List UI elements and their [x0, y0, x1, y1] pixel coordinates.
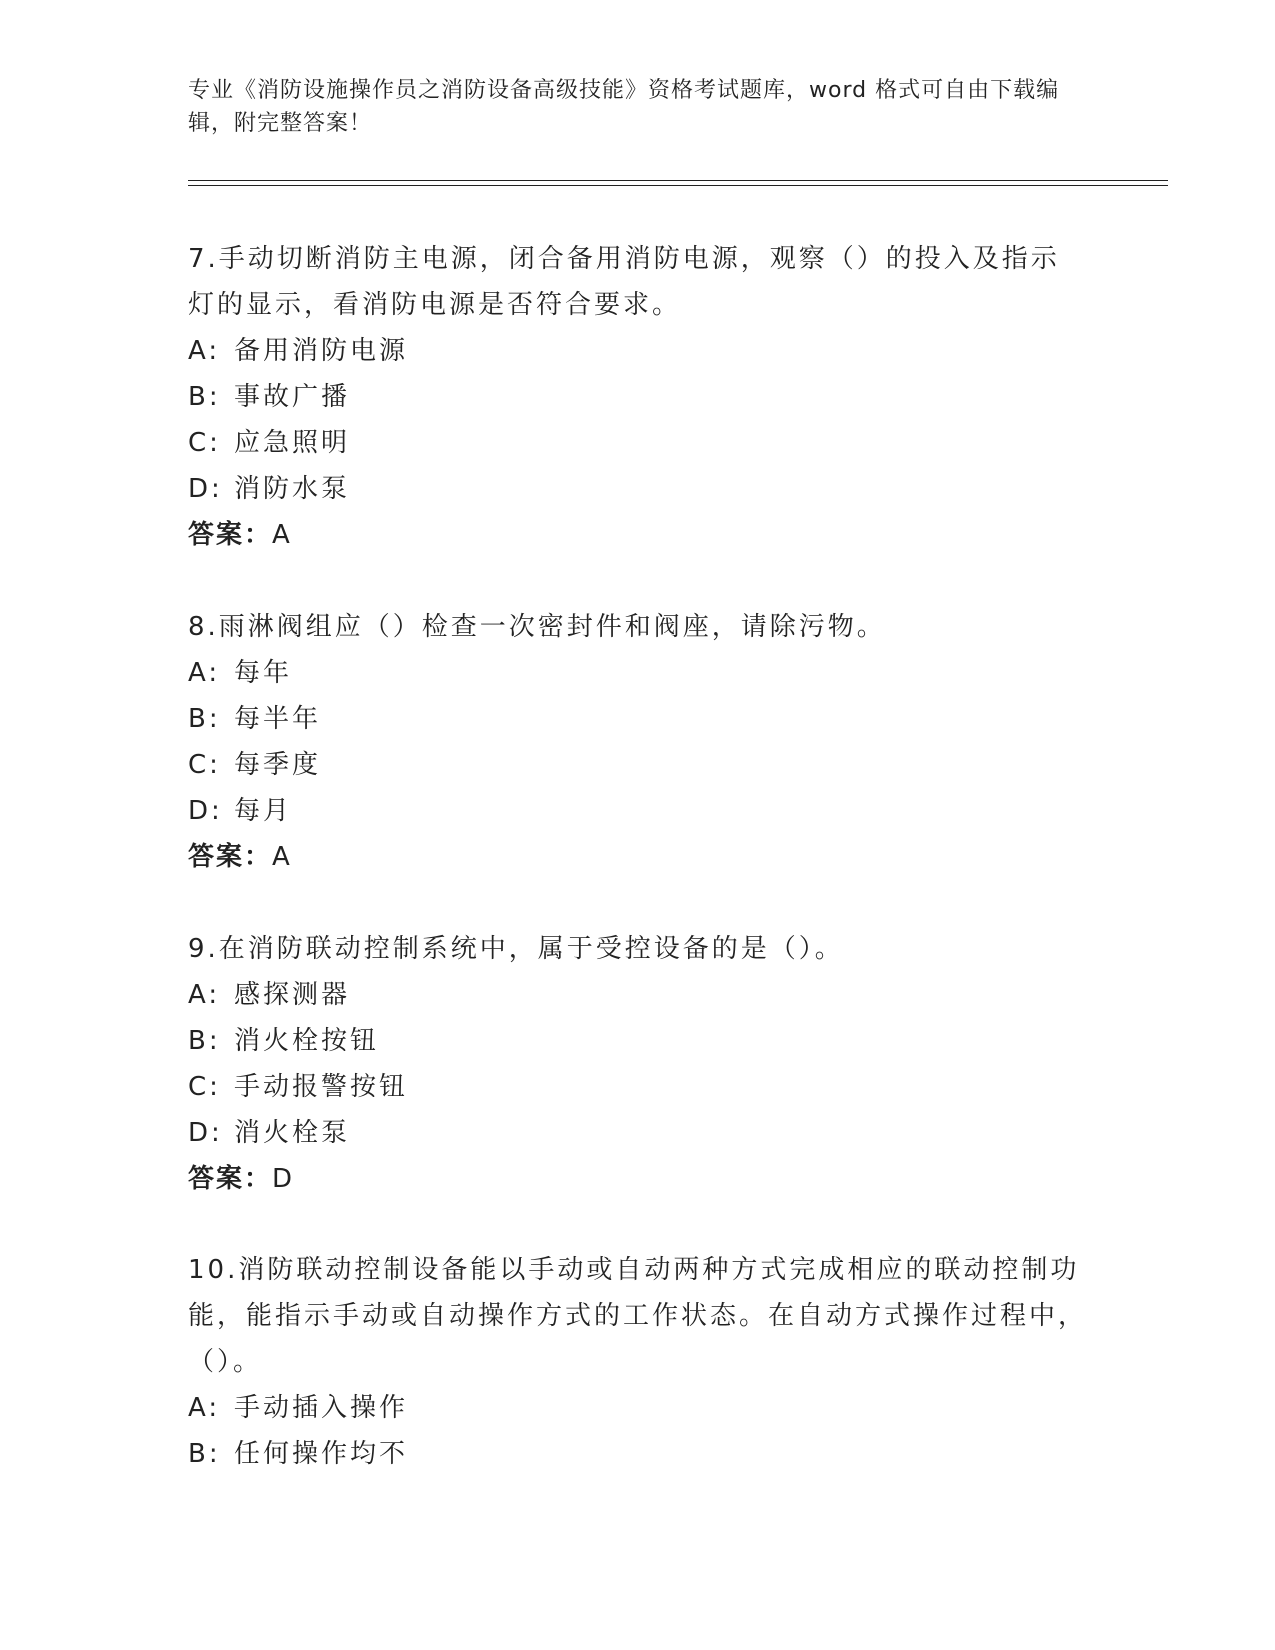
- answer-label: 答案：: [188, 1164, 273, 1194]
- answer-label: 答案：: [188, 520, 273, 550]
- option-text: 每年: [234, 658, 293, 688]
- question-stem: 8.雨淋阀组应（）检查一次密封件和阀座，请除污物。: [188, 612, 886, 642]
- question-stem: 10.消防联动控制设备能以手动或自动两种方式完成相应的联动控制功能，能指示手动或自动操作方式的工作状态。在自动方式操作过程中，（）。: [188, 1255, 1088, 1377]
- question-10: [188, 1247, 1088, 1477]
- option-key: B:: [188, 1026, 221, 1056]
- option-text: 每月: [234, 796, 293, 826]
- option-c: [188, 420, 1088, 466]
- answer-value: D: [272, 1164, 295, 1194]
- option-a: [188, 328, 1088, 374]
- answer-line: [188, 834, 1088, 880]
- document-header: 专业《消防设施操作员之消防设备高级技能》资格考试题库，word 格式可自由下载编辑，附完整答案！: [188, 78, 1060, 136]
- option-key: B:: [188, 1439, 221, 1469]
- answer-value: A: [272, 842, 292, 872]
- question-stem: 7.手动切断消防主电源，闭合备用消防电源，观察（）的投入及指示灯的显示，看消防电源是否符合要求。: [188, 244, 1060, 320]
- option-b: [188, 1431, 1088, 1477]
- option-key: A:: [188, 1393, 221, 1423]
- option-b: [188, 696, 1088, 742]
- question-7: [188, 236, 1088, 558]
- option-text: 事故广播: [234, 382, 351, 412]
- question-8: [188, 604, 1088, 880]
- question-9: [188, 926, 1088, 1202]
- option-text: 应急照明: [234, 428, 351, 458]
- option-key: C:: [188, 750, 221, 780]
- answer-line: [188, 1156, 1088, 1202]
- option-key: A:: [188, 336, 221, 366]
- option-d: [188, 1110, 1088, 1156]
- option-a: [188, 650, 1088, 696]
- option-c: [188, 1064, 1088, 1110]
- option-a: [188, 972, 1088, 1018]
- option-a: [188, 1385, 1088, 1431]
- header-divider-bottom: [188, 185, 1168, 186]
- option-text: 手动报警按钮: [234, 1072, 409, 1102]
- question-stem: 9.在消防联动控制系统中，属于受控设备的是（）。: [188, 934, 844, 964]
- option-text: 每季度: [234, 750, 322, 780]
- option-key: A:: [188, 658, 221, 688]
- option-key: B:: [188, 382, 221, 412]
- option-key: A:: [188, 980, 221, 1010]
- option-text: 任何操作均不: [234, 1439, 409, 1469]
- option-text: 感探测器: [234, 980, 351, 1010]
- answer-label: 答案：: [188, 842, 273, 872]
- option-text: 消火栓泵: [234, 1118, 351, 1148]
- option-text: 消火栓按钮: [234, 1026, 380, 1056]
- option-key: C:: [188, 1072, 221, 1102]
- option-text: 消防水泵: [234, 474, 351, 504]
- option-d: [188, 466, 1088, 512]
- option-d: [188, 788, 1088, 834]
- answer-line: [188, 512, 1088, 558]
- option-b: [188, 374, 1088, 420]
- option-key: D:: [188, 1118, 223, 1148]
- option-key: B:: [188, 704, 221, 734]
- option-text: 手动插入操作: [234, 1393, 409, 1423]
- option-c: [188, 742, 1088, 788]
- option-key: C:: [188, 428, 221, 458]
- option-text: 每半年: [234, 704, 322, 734]
- option-b: [188, 1018, 1088, 1064]
- header-divider-top: [188, 180, 1168, 181]
- option-key: D:: [188, 474, 223, 504]
- option-key: D:: [188, 796, 223, 826]
- answer-value: A: [272, 520, 292, 550]
- option-text: 备用消防电源: [234, 336, 409, 366]
